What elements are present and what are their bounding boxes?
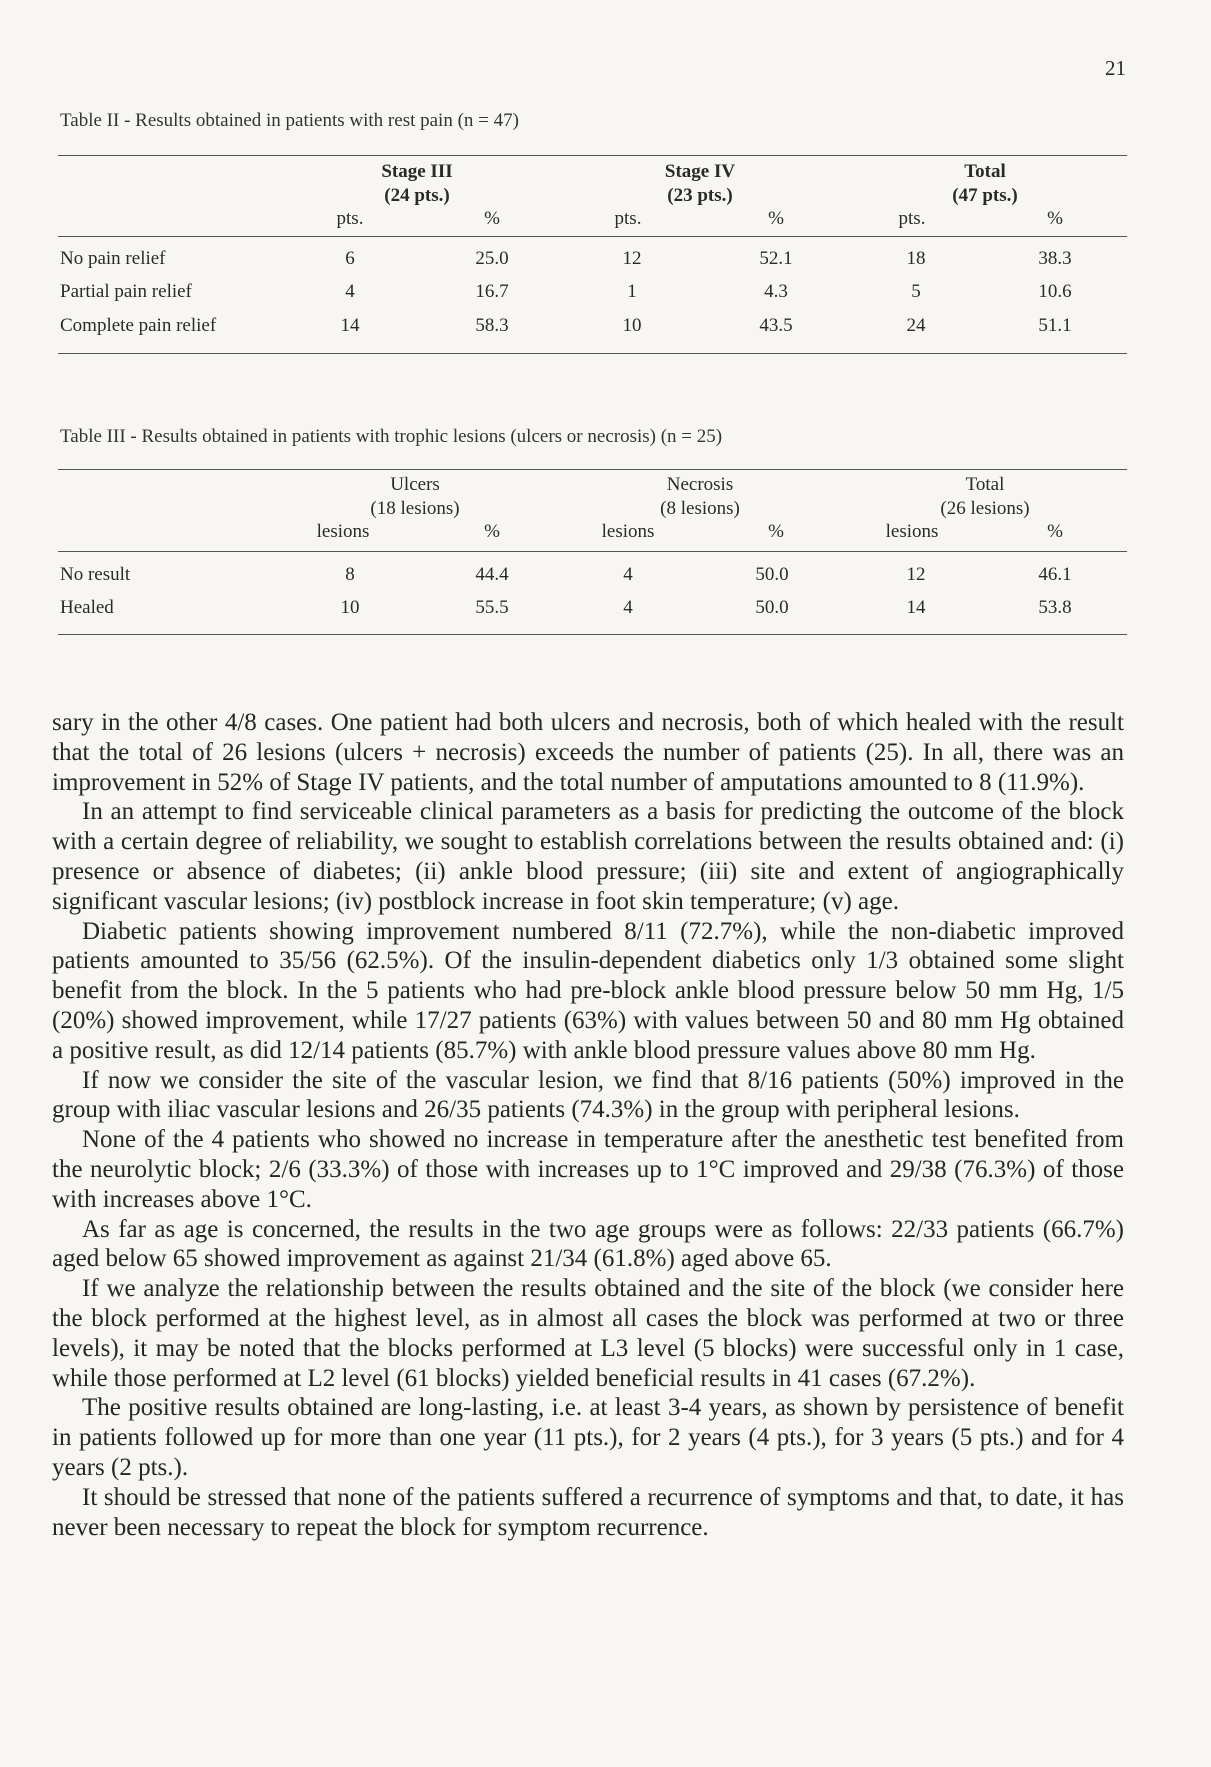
table-2-cell: 4 <box>345 281 355 302</box>
paragraph: As far as age is concerned, the results in the two age groups were as follows: 22/33 patients (66.7%) aged below 65 showed improvement as against 21/34 (61.8%) aged above 65. <box>52 1215 1124 1273</box>
paragraph: sary in the other 4/8 cases. One patient had both ulcers and necrosis, both of which healed with the result that the total of 26 lesions (ulcers + necrosis) exceeds the number of patients (25). In all, there was an improvement in 52% of Stage IV patients, and the total number of amputations amounted to 8 (11.9%). <box>52 709 1124 796</box>
table-2-row-label: Partial pain relief <box>60 281 192 302</box>
table-3-cell: 50.0 <box>755 597 789 618</box>
table-3-group-necrosis: Necrosis (8 lesions) <box>660 474 740 519</box>
table-2-group-total: Total (47 pts.) <box>952 161 1018 206</box>
table-2-cell: 18 <box>906 248 926 269</box>
table-3-header-rule <box>58 551 1127 552</box>
table-3-row-label: No result <box>60 564 131 585</box>
body-text <box>52 708 1124 1542</box>
table-2-cell: 38.3 <box>1038 248 1072 269</box>
table-3-col-lesions: lesions <box>885 521 939 542</box>
table-2-group-stage-4: Stage IV (23 pts.) <box>664 161 736 206</box>
table-2-header-rule <box>58 236 1127 237</box>
paragraph: In an attempt to find serviceable clinical parameters as a basis for predicting the outcome of the block with a certain degree of reliability, we sought to establish correlations between the results obtained and: (i) presence or absence of diabetes; (ii) ankle blood pressure; (iii) site and extent of angiographically significant vascular lesions; (iv) postblock increase in foot skin temperature; (v) age. <box>52 798 1124 915</box>
table-2-cell: 52.1 <box>759 248 793 269</box>
table-2-col-pts: pts. <box>614 208 642 229</box>
paragraph: None of the 4 patients who showed no increase in temperature after the anesthetic test benefited from the neurolytic block; 2/6 (33.3%) of those with increases up to 1°C improved and 29/38 (76.3%) of those with increases above 1°C. <box>52 1126 1124 1213</box>
paragraph: It should be stressed that none of the patients suffered a recurrence of symptoms and that, to date, it has never been necessary to repeat the block for symptom recurrence. <box>52 1483 1124 1541</box>
table-3-cell: 46.1 <box>1038 564 1072 585</box>
table-3-cell: 4 <box>623 597 633 618</box>
table-3-cell: 12 <box>906 564 926 585</box>
paragraph: If now we consider the site of the vascular lesion, we find that 8/16 patients (50%) improved in the group with iliac vascular lesions and 26/35 patients (74.3%) in the group with peripheral lesions. <box>52 1066 1124 1124</box>
table-3-row-label: Healed <box>60 597 114 618</box>
table-2-cell: 1 <box>627 281 637 302</box>
table-2-cell: 4.3 <box>764 281 788 302</box>
paragraph: If we analyze the relationship between the results obtained and the site of the block (we consider here the block performed at the highest level, as in almost all cases the block was performed at two or three levels), it may be noted that the blocks performed at L3 level (5 blocks) were successful only in 1 case, while those performed at L2 level (61 blocks) yielded beneficial results in 41 cases (67.2%). <box>52 1275 1124 1392</box>
table-3-bottom-rule <box>58 634 1127 635</box>
table-3-caption: Table III - Results obtained in patients with trophic lesions (ulcers or necrosis) (n = 25) <box>60 426 723 447</box>
table-2-cell: 14 <box>340 315 360 336</box>
paragraph: Diabetic patients showing improvement numbered 8/11 (72.7%), while the non-diabetic improved patients amounted to 35/56 (62.5%). Of the insulin-dependent diabetics only 1/3 obtained some slight benefit from the block. In the 5 patients who had pre-block ankle blood pressure below 50 mm Hg, 1/5 (20%) showed improvement, while 17/27 patients (63%) with values between 50 and 80 mm Hg obtained a positive result, as did 12/14 patients (85.7%) with ankle blood pressure values above 80 mm Hg. <box>52 917 1124 1064</box>
table-2-cell: 10.6 <box>1038 281 1072 302</box>
table-3-col-percent: % <box>1047 521 1063 542</box>
table-2-cell: 25.0 <box>475 248 509 269</box>
table-3-cell: 8 <box>345 564 355 585</box>
table-2-cell: 16.7 <box>475 281 509 302</box>
table-3-cell: 44.4 <box>475 564 509 585</box>
table-3-cell: 4 <box>623 564 633 585</box>
table-3-col-lesions: lesions <box>316 521 370 542</box>
table-3-top-rule <box>58 469 1127 470</box>
table-2-cell: 5 <box>911 281 921 302</box>
table-2-cell: 12 <box>622 248 642 269</box>
table-2-row-label: No pain relief <box>60 248 166 269</box>
table-2-top-rule <box>58 155 1127 156</box>
page-number: 21 <box>1105 56 1126 80</box>
table-2-col-percent: % <box>484 208 500 229</box>
table-3-cell: 50.0 <box>755 564 789 585</box>
table-2-cell: 24 <box>906 315 926 336</box>
table-3-group-ulcers: Ulcers (18 lesions) <box>370 474 460 519</box>
table-3-cell: 55.5 <box>475 597 509 618</box>
paragraph: The positive results obtained are long-lasting, i.e. at least 3-4 years, as shown by persistence of benefit in patients followed up for more than one year (11 pts.), for 2 years (4 pts.), for 3 years (5 pts.) and for 4 years (2 pts.). <box>52 1394 1124 1481</box>
table-2-cell: 10 <box>622 315 642 336</box>
table-2-row-label: Complete pain relief <box>60 315 217 336</box>
table-2-col-pts: pts. <box>336 208 364 229</box>
table-2-col-percent: % <box>768 208 784 229</box>
table-3-col-lesions: lesions <box>601 521 655 542</box>
table-2-col-percent: % <box>1047 208 1063 229</box>
table-2-caption: Table II - Results obtained in patients with rest pain (n = 47) <box>60 110 519 131</box>
table-3-cell: 10 <box>340 597 360 618</box>
table-2-cell: 43.5 <box>759 315 793 336</box>
table-3-group-total: Total (26 lesions) <box>940 474 1030 519</box>
table-2-cell: 58.3 <box>475 315 509 336</box>
table-2-cell: 6 <box>345 248 355 269</box>
table-3-col-percent: % <box>768 521 784 542</box>
table-2-group-stage-3: Stage III (24 pts.) <box>381 161 453 206</box>
table-3-col-percent: % <box>484 521 500 542</box>
table-3-cell: 53.8 <box>1038 597 1072 618</box>
table-2-col-pts: pts. <box>898 208 926 229</box>
table-3-cell: 14 <box>906 597 926 618</box>
table-2-cell: 51.1 <box>1038 315 1072 336</box>
table-2-bottom-rule <box>58 353 1127 354</box>
